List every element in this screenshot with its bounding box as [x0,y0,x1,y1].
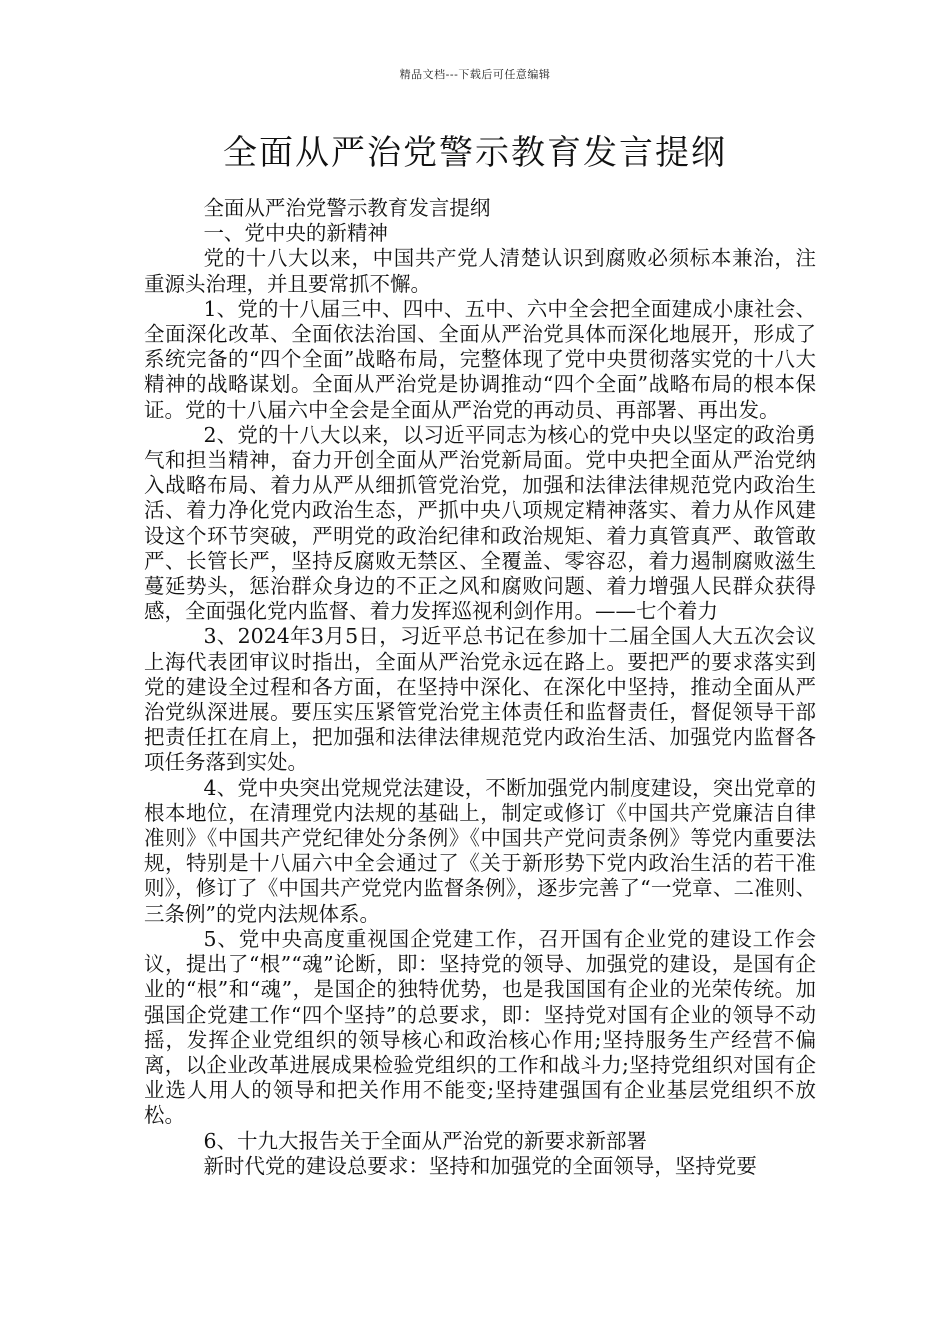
paragraph: 4、党中央突出党规党法建设，不断加强党内制度建设，突出党章的根本地位，在清理党内法规的基础上，制定或修订《中国共产党廉洁自律准则》《中国共产党纪律处分条例》《中国共产党问责条例》等党内重要法规，特别是十八届六中全会通过了《关于新形势下党内政治生活的若干准则》，修订了《中国共产党党内监督条例》，逐步完善了“一党章、二准则、三条例”的党内法规体系。 [144,775,816,926]
paragraph: 全面从严治党警示教育发言提纲 [203,196,491,220]
header-note: 精品文档---下载后可任意编辑 [399,68,551,81]
document-body [144,196,816,1179]
subheading: 6、十九大报告关于全面从严治党的新要求新部署 [203,1128,647,1153]
paragraph: 2、党的十八大以来，以习近平同志为核心的党中央以坚定的政治勇气和担当精神，奋力开创全面从严治党新局面。党中央把全面从严治党纳入战略布局、着力从严从细抓管党治党，加强和法律法律规范党内政治生活、着力净化党内政治生态，严抓中央八项规定精神落实、着力从作风建设这个环节突破，严明党的政治纪律和政治规矩、着力真管真严、敢管敢严、长管长严，坚持反腐败无禁区、全覆盖、零容忍，着力遏制腐败滋生蔓延势头，惩治群众身边的不正之风和腐败问题、着力增强人民群众获得感，全面强化党内监督、着力发挥巡视利剑作用。——七个着力 [144,422,816,624]
paragraph: 3、2024年3月5日，习近平总书记在参加十二届全国人大五次会议上海代表团审议时指出，全面从严治党永远在路上。要把严的要求落实到党的建设全过程和各方面，在坚持中深化、在深化中坚持，推动全面从严治党纵深进展。要压实压紧管党治党主体责任和监督责任，督促领导干部把责任扛在肩上，把加强和法律法律规范党内政治生活、加强党内监督各项任务落到实处。 [144,624,816,775]
section-heading: 一、党中央的新精神 [203,221,388,246]
document-title: 全面从严治党警示教育发言提纲 [223,133,727,173]
paragraph: 1、党的十八届三中、四中、五中、六中全会把全面建成小康社会、全面深化改革、全面依法治国、全面从严治党具体而深化地展开，形成了系统完备的“四个全面”战略布局，完整体现了党中央贯彻落实党的十八大精神的战略谋划。全面从严治党是协调推动“四个全面”战略布局的根本保证。党的十八届六中全会是全面从严治党的再动员、再部署、再出发。 [144,296,816,422]
paragraph: 新时代党的建设总要求：坚持和加强党的全面领导，坚持党要 [203,1153,757,1178]
paragraph: 5、党中央高度重视国企党建工作，召开国有企业党的建设工作会议，提出了“根”“魂”论断，即：坚持党的领导、加强党的建设，是国有企业的“根”和“魂”，是国企的独特优势，也是我国国有企业的光荣传统。加强国企党建工作“四个坚持”的总要求，即：坚持党对国有企业的领导不动摇，发挥企业党组织的领导核心和政治核心作用;坚持服务生产经营不偏离，以企业改革进展成果检验党组织的工作和战斗力;坚持党组织对国有企业选人用人的领导和把关作用不能变;坚持建强国有企业基层党组织不放松。 [144,926,816,1128]
paragraph: 党的十八大以来，中国共产党人清楚认识到腐败必须标本兼治，注重源头治理，并且要常抓不懈。 [144,246,816,296]
